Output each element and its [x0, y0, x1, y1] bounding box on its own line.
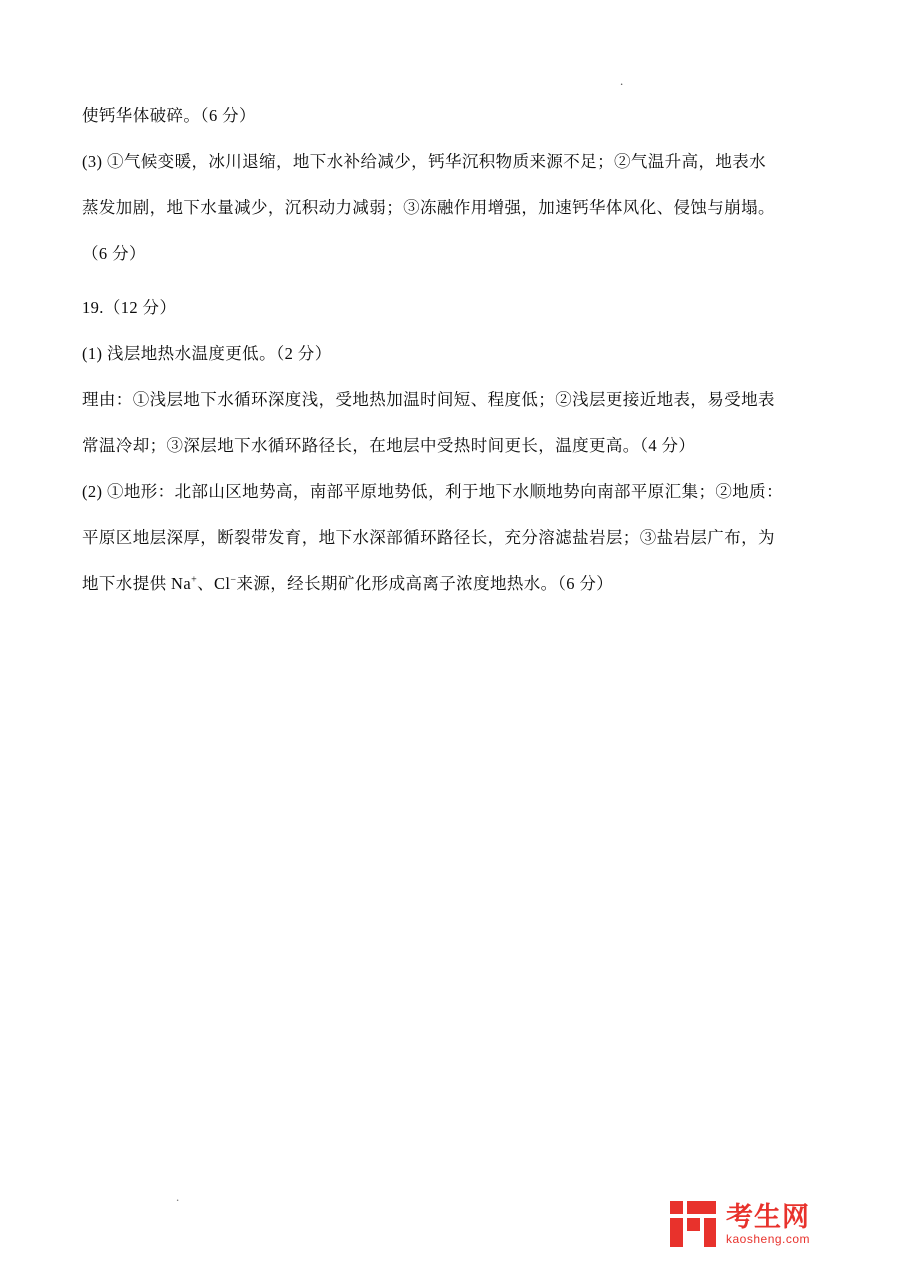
watermark-brand-cn: 考生网 [726, 1201, 810, 1232]
q18-part3-line-2: 蒸发加剧，地下水量减少，沉积动力减弱；③冻融作用增强，加速钙华体风化、侵蚀与崩塌。 [82, 198, 775, 217]
q19-part2-line-1: (2) ①地形：北部山区地势高，南部平原地势低，利于地下水顺地势向南部平原汇集；②地质： [82, 482, 783, 501]
watermark-text [726, 1203, 810, 1246]
answer-text-body [82, 96, 822, 610]
sodium-ion-charge: + [191, 574, 198, 586]
q19-part2-line-3 [82, 564, 822, 604]
kaosheng-logo-icon [670, 1201, 716, 1247]
watermark-brand-en: kaosheng.com [726, 1231, 811, 1246]
chloride-ion-charge: − [230, 574, 237, 586]
q18-part3-line-3: （6 分） [82, 244, 146, 263]
q18-part3-line-1: (3) ①气候变暖，冰川退缩，地下水补给减少，钙华沉积物质来源不足；②气温升高，地表水 [82, 152, 767, 171]
q19-header: 19.（12 分） [82, 298, 177, 317]
q18-continuation-line: 使钙华体破碎。（6 分） [82, 106, 256, 125]
q19-part2-line-3-text-c: 来源，经长期矿化形成高离子浓度地热水。（6 分） [236, 574, 614, 593]
q19-part1-reason-line-1: 理由：①浅层地下水循环深度浅，受地热加温时间短、程度低；②浅层更接近地表，易受地表 [82, 390, 775, 409]
q19-part2-line-2: 平原区地层深厚，断裂带发育，地下水深部循环路径长，充分溶滤盐岩层；③盐岩层广布，为 [82, 528, 775, 547]
q19-part1-reason-line-2: 常温冷却；③深层地下水循环路径长，在地层中受热时间更长，温度更高。（4 分） [82, 436, 696, 455]
q19-part2-line-3-text-b: 、Cl [197, 574, 231, 593]
q19-part1-answer: (1) 浅层地热水温度更低。（2 分） [82, 344, 332, 363]
watermark [670, 1193, 870, 1255]
spacer-1 [82, 280, 822, 288]
q19-part2-line-3-text-a: 地下水提供 Na [82, 574, 192, 593]
page-top-dot-mark: . [620, 73, 624, 88]
page-bottom-dot-mark: . [176, 1189, 180, 1204]
